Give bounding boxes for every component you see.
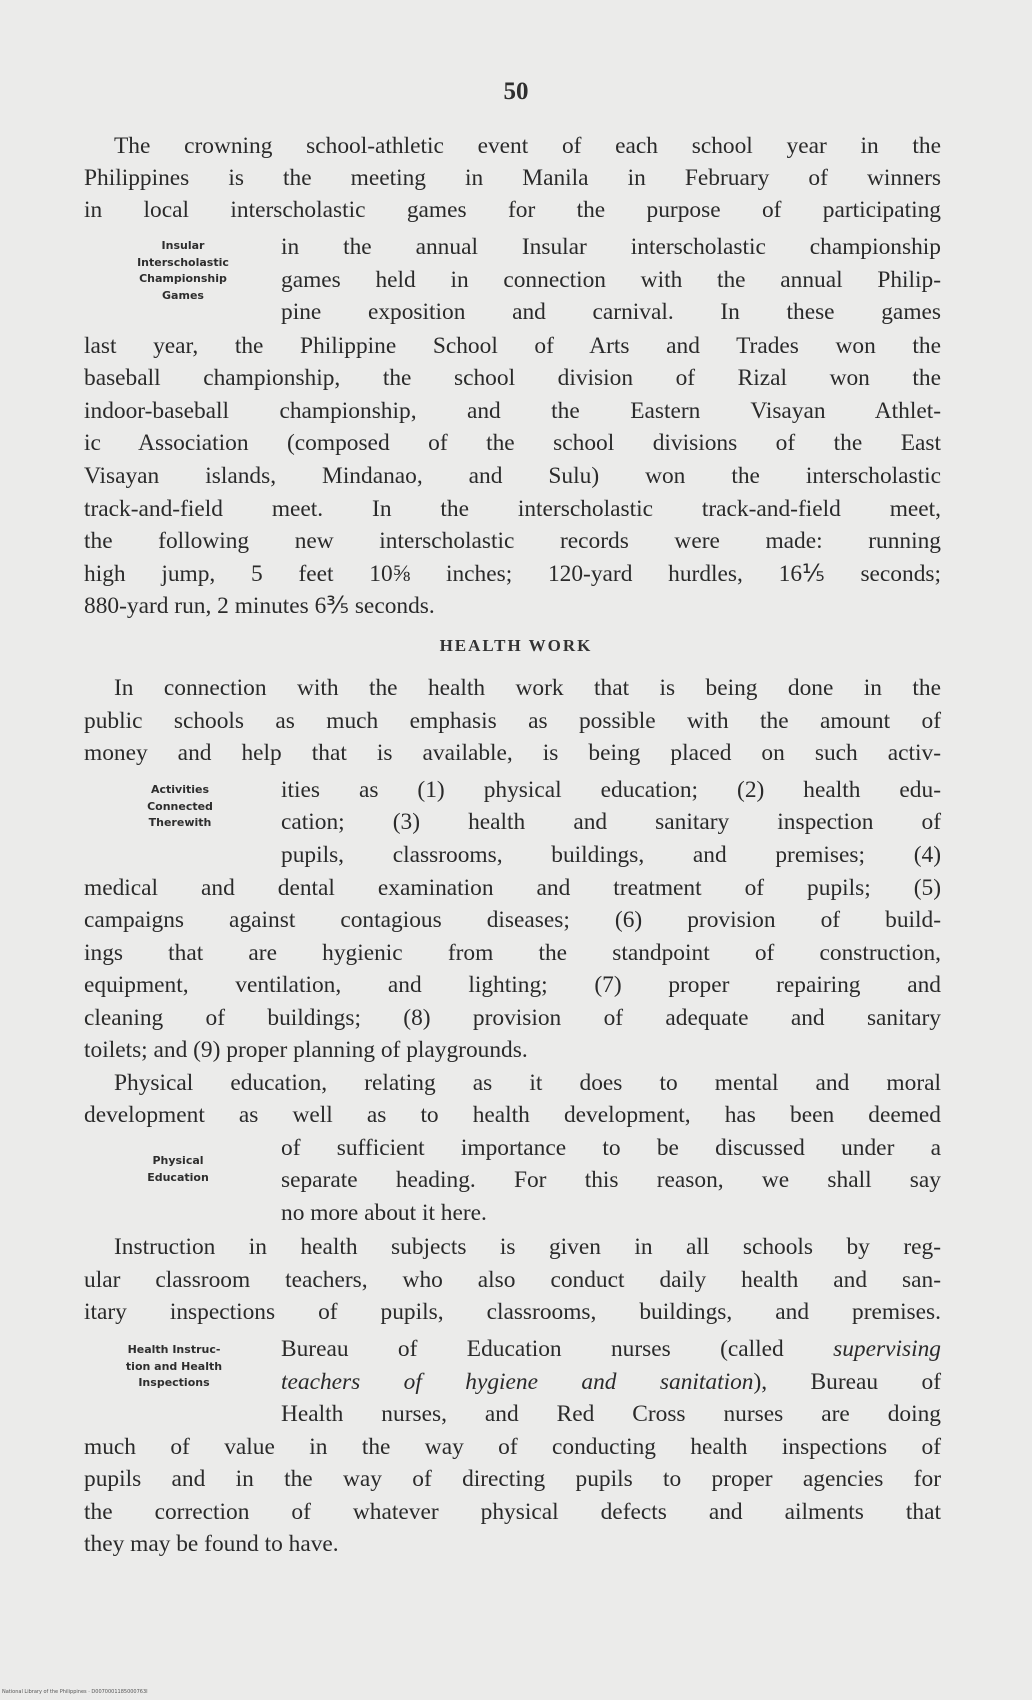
text-line: itary inspections of pupils, classrooms, buildings, and premises. <box>84 1299 941 1325</box>
italic-text: teachers of hygiene and sanitation <box>281 1369 754 1395</box>
text-line: baseball championship, the school division of Rizal won the <box>84 365 941 391</box>
text-line: money and help that is available, is being placed on such activ- <box>84 740 941 766</box>
text-line: equipment, ventilation, and lighting; (7) proper repairing and <box>84 972 941 998</box>
text-line: games held in connection with the annual Philip- <box>281 267 941 293</box>
text-line: campaigns against contagious diseases; (6) provision of build- <box>84 907 941 933</box>
sidenote-line: Connected <box>147 799 213 813</box>
text-line: ings that are hygienic from the standpoint of construction, <box>84 940 941 966</box>
section-heading: HEALTH WORK <box>439 636 593 655</box>
text-line: separate heading. For this reason, we shall say <box>281 1167 941 1193</box>
text-line: Visayan islands, Mindanao, and Sulu) won the interscholastic <box>84 463 941 489</box>
sidenote-physical-education <box>88 1153 268 1186</box>
sidenote-line: Inspections <box>138 1376 210 1389</box>
text-line: ic Association (composed of the school divisions of the East <box>84 430 941 456</box>
text-line: in the annual Insular interscholastic championship <box>281 234 941 260</box>
sidenote-insular-games <box>93 238 273 304</box>
sidenote-line: Insular <box>161 239 205 252</box>
text-line: track-and-field meet. In the interscholastic track-and-field meet, <box>84 496 941 522</box>
text-line: Physical education, relating as it does to mental and moral <box>114 1070 941 1096</box>
text-line: 880-yard run, 2 minutes 6⅗ seconds. <box>84 593 435 619</box>
text-line: the following new interscholastic records were made: running <box>84 528 941 554</box>
sidenote-health-instruction <box>84 1342 264 1392</box>
text-line: the correction of whatever physical defects and ailments that <box>84 1499 941 1525</box>
text-line: cleaning of buildings; (8) provision of adequate and sanitary <box>84 1005 941 1031</box>
text-line: pine exposition and carnival. In these games <box>281 299 941 325</box>
text-line: toilets; and (9) proper planning of playgrounds. <box>84 1037 528 1063</box>
text-line: much of value in the way of conducting health inspections of <box>84 1434 941 1460</box>
sidenote-line: Activities <box>150 783 210 796</box>
text-line: In connection with the health work that is being done in the <box>114 675 941 701</box>
text-line: last year, the Philippine School of Arts and Trades won the <box>84 333 941 359</box>
sidenote-line: Championship <box>139 272 227 285</box>
text-line: they may be found to have. <box>84 1531 339 1557</box>
italic-text: supervising <box>833 1336 941 1362</box>
sidenote-line: Education <box>147 1170 209 1184</box>
text-line: The crowning school-athletic event of each school year in the <box>114 133 941 159</box>
text-line: cation; (3) health and sanitary inspection of <box>281 809 941 835</box>
sidenote-line: Physical <box>152 1154 204 1167</box>
text-line: no more about it here. <box>281 1200 487 1226</box>
text-line: in local interscholastic games for the purpose of participating <box>84 197 941 223</box>
text-line: pupils and in the way of directing pupils to proper agencies for <box>84 1466 941 1492</box>
page-number: 50 <box>503 78 529 105</box>
text-line: Philippines is the meeting in Manila in February of winners <box>84 165 941 191</box>
text-line: public schools as much emphasis as possible with the amount of <box>84 708 941 734</box>
sidenote-activities <box>90 782 270 832</box>
text-line: ities as (1) physical education; (2) health edu- <box>281 777 941 803</box>
text-run: ), Bureau of <box>753 1369 941 1395</box>
text-line: development as well as to health development, has been deemed <box>84 1102 941 1128</box>
text-line: Instruction in health subjects is given in all schools by reg- <box>114 1234 941 1260</box>
text-line-with-italic <box>281 1333 941 1365</box>
sidenote-line: tion and Health <box>125 1359 223 1373</box>
sidenote-line: Therewith <box>148 816 212 829</box>
text-line: pupils, classrooms, buildings, and premises; (4) <box>281 842 941 868</box>
text-line-with-italic <box>281 1366 941 1398</box>
text-line: high jump, 5 feet 10⅝ inches; 120-yard hurdles, 16⅕ seconds; <box>84 561 941 587</box>
scan-footer: National Library of the Philippines · D0070001185000763I <box>2 1689 148 1695</box>
text-line: indoor-baseball championship, and the Eastern Visayan Athlet- <box>84 398 941 424</box>
text-line: medical and dental examination and treatment of pupils; (5) <box>84 875 941 901</box>
sidenote-line: Games <box>162 288 204 302</box>
text-line: ular classroom teachers, who also conduct daily health and san- <box>84 1267 941 1293</box>
text-line: of sufficient importance to be discussed under a <box>281 1135 941 1161</box>
sidenote-line: Health Instruc- <box>127 1343 221 1356</box>
sidenote-line: Interscholastic <box>137 255 229 269</box>
text-line: Health nurses, and Red Cross nurses are doing <box>281 1401 941 1427</box>
text-run: Bureau of Education nurses (called <box>281 1336 784 1362</box>
